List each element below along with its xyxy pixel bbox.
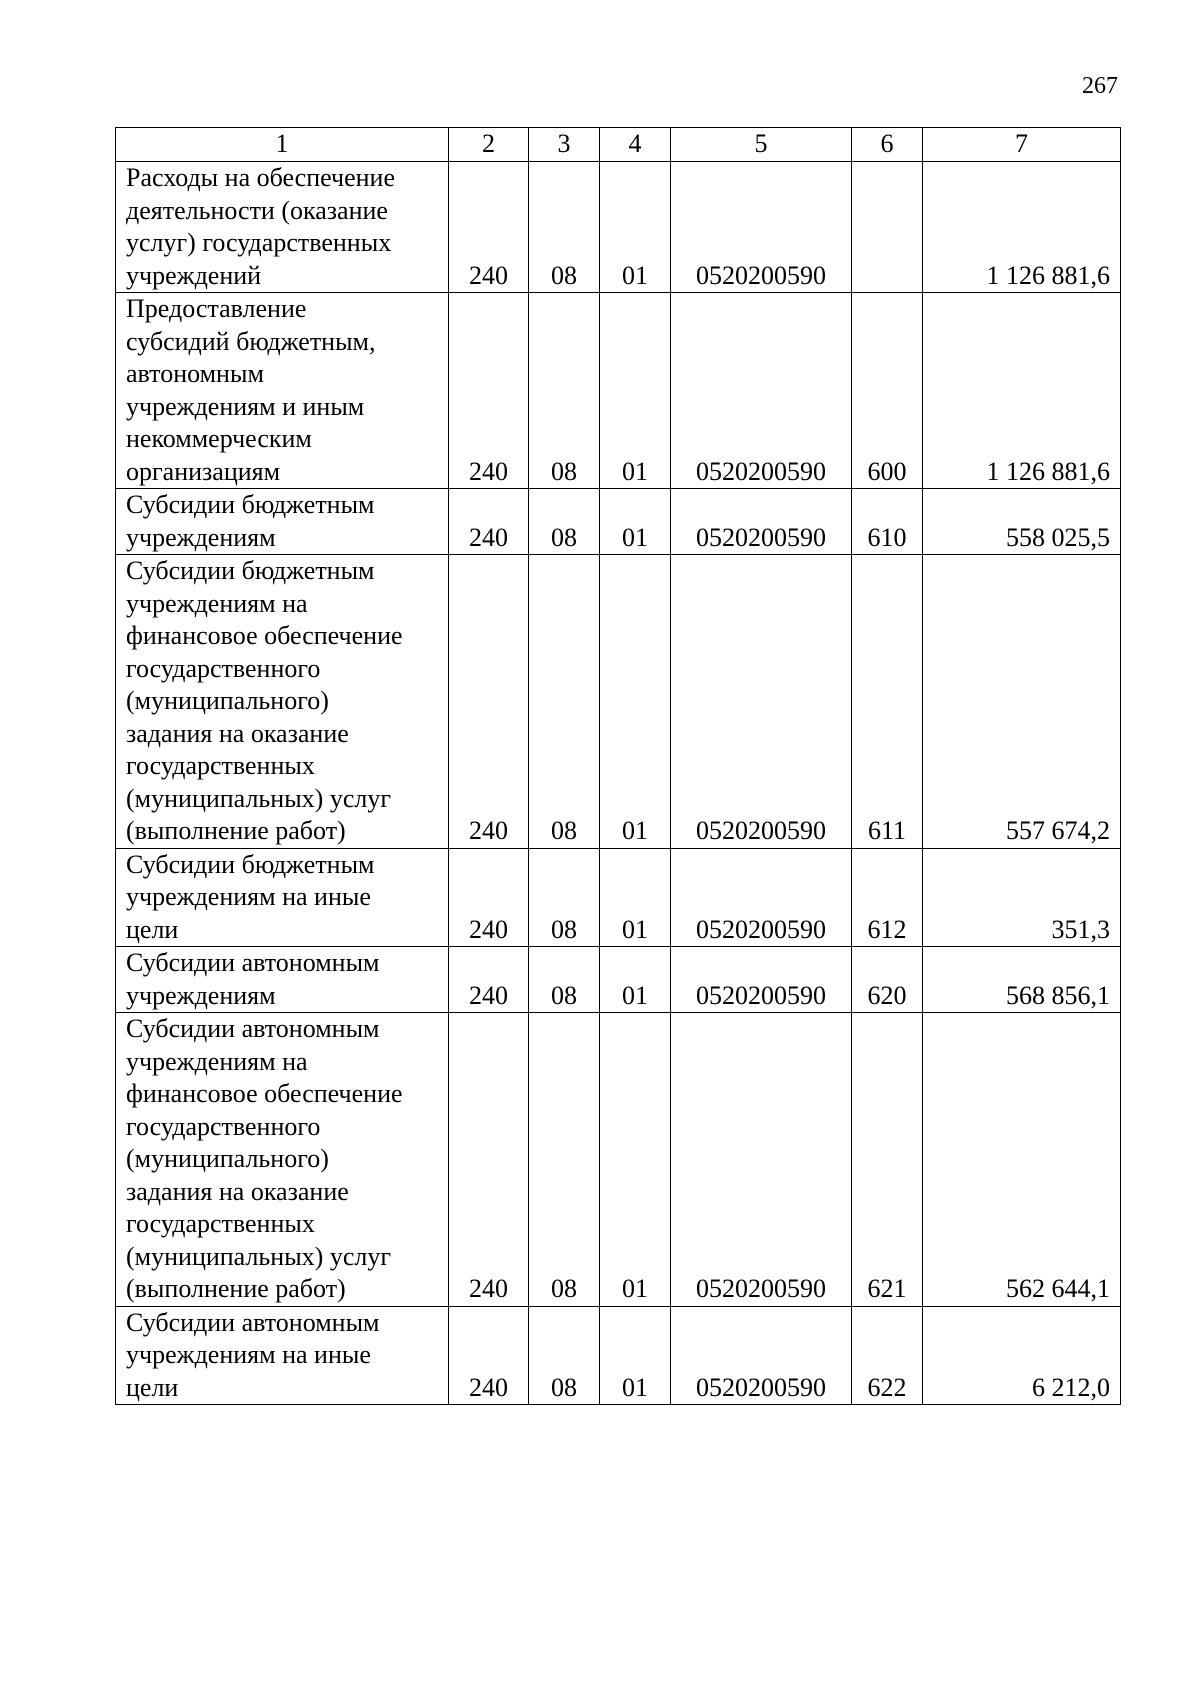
- code-cell: 240: [449, 293, 529, 489]
- target-article-cell: 0520200590: [671, 1306, 852, 1405]
- section-cell: 08: [529, 1013, 600, 1307]
- section-cell: 08: [529, 1306, 600, 1405]
- code-cell: 240: [449, 1013, 529, 1307]
- row-name-line: учреждений: [126, 260, 262, 290]
- code-cell: 240: [449, 1306, 529, 1405]
- row-name-line: цели: [126, 1372, 179, 1402]
- expense-type-cell: 622: [852, 1306, 923, 1405]
- target-article-cell: 0520200590: [671, 848, 852, 947]
- code-cell: 240: [449, 848, 529, 947]
- row-name-line: (муниципальных) услуг: [126, 1241, 392, 1271]
- section-cell: 08: [529, 162, 600, 293]
- amount-cell: 557 674,2: [923, 555, 1121, 849]
- row-name-line: (муниципальных) услуг: [126, 783, 392, 813]
- row-name-line: финансовое обеспечение: [126, 1079, 403, 1108]
- row-name-cell: [116, 555, 449, 849]
- column-header: 2: [449, 128, 529, 162]
- row-name-line: учреждениям на иные: [126, 882, 371, 911]
- row-name-line: Субсидии автономным: [126, 948, 380, 977]
- header-row: [116, 128, 1121, 162]
- row-name-line: субсидий бюджетным,: [126, 326, 376, 356]
- row-name-cell: [116, 947, 449, 1013]
- target-article-cell: 0520200590: [671, 489, 852, 555]
- target-article-cell: 0520200590: [671, 162, 852, 293]
- row-name-line: организациям: [126, 456, 281, 486]
- section-cell: 08: [529, 293, 600, 489]
- target-article-cell: 0520200590: [671, 947, 852, 1013]
- row-name-line: задания на оказание: [126, 718, 349, 748]
- row-name-line: услуг) государственных: [126, 228, 392, 257]
- row-name-line: Субсидии бюджетным: [126, 490, 375, 519]
- row-name-line: Субсидии бюджетным: [126, 556, 375, 585]
- row-name-line: (выполнение работ): [126, 816, 346, 845]
- subsection-cell: 01: [600, 1013, 671, 1307]
- table-row: [116, 848, 1121, 947]
- amount-cell: 1 126 881,6: [923, 162, 1121, 293]
- expense-type-cell: 600: [852, 293, 923, 489]
- row-name-line: государственного: [126, 1111, 321, 1141]
- table-body: [116, 162, 1121, 1405]
- expense-type-cell: 611: [852, 555, 923, 849]
- subsection-cell: 01: [600, 162, 671, 293]
- row-name-line: Субсидии бюджетным: [126, 849, 375, 879]
- row-name-line: (выполнение работ): [126, 1274, 346, 1303]
- row-name-line: (муниципального): [126, 686, 329, 715]
- table-row: [116, 489, 1121, 555]
- table-row: [116, 293, 1121, 489]
- row-name-line: деятельности (оказание: [126, 195, 388, 225]
- amount-cell: 568 856,1: [923, 947, 1121, 1013]
- row-name-line: государственных: [126, 1209, 315, 1238]
- row-name-line: учреждениям: [126, 522, 276, 552]
- section-cell: 08: [529, 555, 600, 849]
- subsection-cell: 01: [600, 848, 671, 947]
- row-name-line: учреждениям и иным: [126, 391, 365, 421]
- row-name-line: учреждениям на: [126, 588, 308, 618]
- row-name-line: Расходы на обеспечение: [126, 163, 396, 192]
- row-name-cell: [116, 293, 449, 489]
- column-header: 7: [923, 128, 1121, 162]
- expense-type-cell: 612: [852, 848, 923, 947]
- row-name-cell: [116, 848, 449, 947]
- column-header: 3: [529, 128, 600, 162]
- amount-cell: 558 025,5: [923, 489, 1121, 555]
- subsection-cell: 01: [600, 293, 671, 489]
- table-row: [116, 555, 1121, 849]
- row-name-line: автономным: [126, 359, 264, 388]
- code-cell: 240: [449, 489, 529, 555]
- row-name-cell: [116, 1013, 449, 1307]
- code-cell: 240: [449, 555, 529, 849]
- subsection-cell: 01: [600, 947, 671, 1013]
- target-article-cell: 0520200590: [671, 1013, 852, 1307]
- code-cell: 240: [449, 162, 529, 293]
- row-name-cell: [116, 489, 449, 555]
- subsection-cell: 01: [600, 555, 671, 849]
- row-name-line: учреждениям на иные: [126, 1340, 371, 1369]
- row-name-line: учреждениям на: [126, 1046, 308, 1076]
- expense-type-cell: 610: [852, 489, 923, 555]
- target-article-cell: 0520200590: [671, 555, 852, 849]
- budget-table: [115, 127, 1121, 1405]
- row-name-cell: [116, 1306, 449, 1405]
- table-row: [116, 1013, 1121, 1307]
- section-cell: 08: [529, 947, 600, 1013]
- expense-type-cell: [852, 162, 923, 293]
- column-header: 5: [671, 128, 852, 162]
- column-header: 6: [852, 128, 923, 162]
- section-cell: 08: [529, 848, 600, 947]
- page-number: 267: [1082, 73, 1118, 99]
- subsection-cell: 01: [600, 1306, 671, 1405]
- row-name-line: задания на оказание: [126, 1176, 349, 1206]
- row-name-cell: [116, 162, 449, 293]
- amount-cell: 1 126 881,6: [923, 293, 1121, 489]
- row-name-line: Субсидии автономным: [126, 1307, 380, 1337]
- row-name-line: (муниципального): [126, 1144, 329, 1173]
- expense-type-cell: 620: [852, 947, 923, 1013]
- row-name-line: цели: [126, 914, 179, 944]
- column-header: 4: [600, 128, 671, 162]
- row-name-line: учреждениям: [126, 980, 276, 1010]
- table-row: [116, 1306, 1121, 1405]
- table-row: [116, 162, 1121, 293]
- row-name-line: финансовое обеспечение: [126, 621, 403, 650]
- row-name-line: некоммерческим: [126, 424, 312, 453]
- row-name-line: государственных: [126, 751, 315, 780]
- amount-cell: 562 644,1: [923, 1013, 1121, 1307]
- amount-cell: 6 212,0: [923, 1306, 1121, 1405]
- code-cell: 240: [449, 947, 529, 1013]
- amount-cell: 351,3: [923, 848, 1121, 947]
- subsection-cell: 01: [600, 489, 671, 555]
- table-row: [116, 947, 1121, 1013]
- row-name-line: Субсидии автономным: [126, 1014, 380, 1043]
- expense-type-cell: 621: [852, 1013, 923, 1307]
- row-name-line: Предоставление: [126, 294, 307, 323]
- row-name-line: государственного: [126, 653, 321, 683]
- target-article-cell: 0520200590: [671, 293, 852, 489]
- section-cell: 08: [529, 489, 600, 555]
- column-header: 1: [116, 128, 449, 162]
